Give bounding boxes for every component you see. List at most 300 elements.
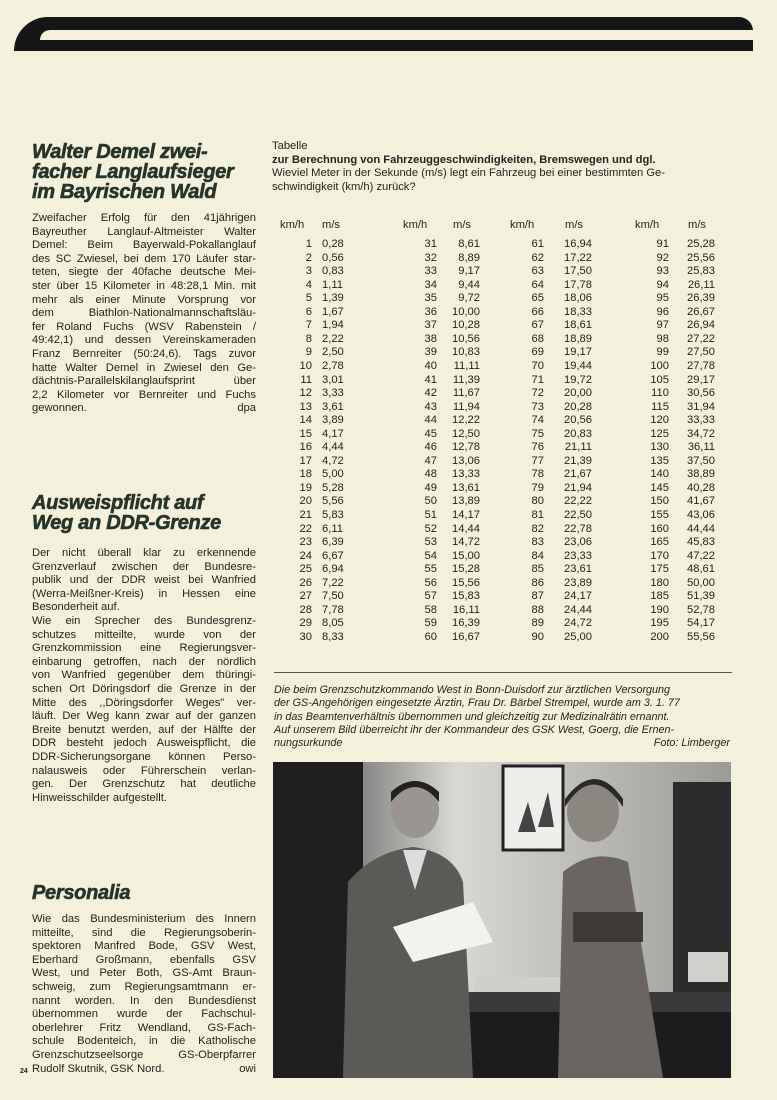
cell-kmh: 71 <box>531 373 544 386</box>
column-header-ms: m/s <box>453 219 472 231</box>
cell-ms: 27,50 <box>687 346 715 359</box>
cell-kmh: 76 <box>531 441 544 454</box>
cell-kmh: 44 <box>424 414 437 427</box>
cell-ms: 19,44 <box>564 359 592 372</box>
cell-ms: 18,06 <box>564 292 592 305</box>
cell-kmh: 96 <box>656 305 669 318</box>
body-line: Zweifacher Erfolg für den 41jährigen <box>32 212 256 224</box>
body-line: Mitte des ,,Döringsdorfer Weges" ver- <box>32 696 256 709</box>
cell-ms: 10,00 <box>452 305 480 318</box>
cell-kmh: 84 <box>531 549 544 562</box>
cell-kmh: 55 <box>424 563 437 576</box>
body-line: publik und der DDR weist bei Wanfried <box>32 574 256 587</box>
cell-ms: 6,67 <box>322 549 344 562</box>
cell-kmh: 66 <box>531 305 544 318</box>
cell-kmh: 135 <box>650 454 669 467</box>
cell-kmh: 23 <box>299 536 312 549</box>
cell-kmh: 41 <box>424 373 437 386</box>
cell-ms: 54,17 <box>687 617 715 630</box>
headline-line: Walter Demel zwei- <box>32 141 208 163</box>
body-line: Franz Bernreiter (50:24,6). Tags zuvor <box>32 347 256 360</box>
cell-ms: 15,83 <box>452 590 480 603</box>
body-line: Breite benutzt werden, auf der Hälfte der <box>32 723 256 736</box>
cell-ms: 1,94 <box>322 319 344 332</box>
cell-ms: 18,61 <box>564 319 592 332</box>
cell-kmh: 29 <box>299 617 312 630</box>
cell-ms: 47,22 <box>687 549 715 562</box>
cell-ms: 12,50 <box>452 427 480 440</box>
cell-kmh: 20 <box>299 495 312 508</box>
cell-kmh: 57 <box>424 590 437 603</box>
cell-kmh: 11 <box>300 373 312 386</box>
cell-kmh: 97 <box>656 319 669 332</box>
cell-ms: 15,56 <box>452 576 480 589</box>
body-line: Grenzschutzseelsorge GS-Oberpfarrer <box>32 1048 256 1061</box>
body-line: nalausweis oder Führerschein verlan- <box>32 764 256 777</box>
cell-kmh: 82 <box>531 522 544 535</box>
cell-ms: 3,61 <box>322 400 344 413</box>
cell-kmh: 40 <box>424 359 437 372</box>
cell-kmh: 125 <box>650 427 669 440</box>
article-body <box>32 547 256 805</box>
cell-kmh: 98 <box>656 332 669 345</box>
column-header-kmh: km/h <box>280 219 305 231</box>
cell-ms: 16,94 <box>564 238 592 250</box>
body-line: Grenzkommission eine Regierungsver- <box>32 642 256 655</box>
body-line: Wie das Bundesministerium des Innern <box>32 913 256 925</box>
cell-ms: 1,11 <box>322 278 343 291</box>
cell-kmh: 63 <box>531 265 544 278</box>
article-body <box>32 212 256 416</box>
photo <box>273 762 731 1078</box>
cell-ms: 6,39 <box>322 536 344 549</box>
header-bar-inner <box>40 30 753 40</box>
cell-ms: 38,89 <box>687 468 715 481</box>
cell-ms: 21,11 <box>564 441 592 454</box>
cell-ms: 26,67 <box>687 305 715 318</box>
cell-ms: 11,67 <box>452 387 480 400</box>
cell-kmh: 19 <box>299 481 312 494</box>
cell-ms: 43,06 <box>687 509 715 521</box>
cell-kmh: 39 <box>424 346 437 359</box>
headline-ausweispflicht <box>32 493 256 533</box>
cell-kmh: 35 <box>424 292 437 305</box>
cell-ms: 8,05 <box>322 617 344 630</box>
cell-ms: 14,44 <box>452 522 480 535</box>
cell-ms: 9,17 <box>458 265 480 278</box>
body-line <box>32 1063 256 1077</box>
headline-line: im Bayrischen Wald <box>32 181 217 203</box>
cell-kmh: 89 <box>531 617 544 630</box>
body-line: Bayreuther Langlauf-Altmeister Walter <box>32 225 256 238</box>
body-line: dächtnis-Parallelskilanglaufsprint über <box>32 375 256 388</box>
cell-kmh: 48 <box>424 468 437 481</box>
cell-kmh: 47 <box>424 454 437 467</box>
cell-kmh: 155 <box>650 509 669 521</box>
cell-ms: 50,00 <box>687 576 715 589</box>
cell-kmh: 53 <box>424 536 437 549</box>
cell-ms: 26,11 <box>687 278 715 291</box>
cell-ms: 0,56 <box>322 251 344 264</box>
cell-ms: 23,06 <box>564 536 592 549</box>
cell-ms: 8,33 <box>322 630 344 643</box>
cell-kmh: 3 <box>305 265 312 278</box>
cell-ms: 10,56 <box>452 332 480 345</box>
cell-kmh: 43 <box>424 400 437 413</box>
cell-kmh: 67 <box>531 319 544 332</box>
cell-kmh: 81 <box>531 509 544 521</box>
column-header-ms: m/s <box>322 219 341 231</box>
body-line: West, und Peter Both, GS-Amt Braun- <box>32 967 256 980</box>
cell-kmh: 30 <box>299 630 312 643</box>
cell-kmh: 54 <box>424 549 437 562</box>
cell-kmh: 190 <box>650 603 669 616</box>
cell-ms: 23,33 <box>564 549 592 562</box>
body-line: oberlehrer Fritz Wendland, GS-Fach- <box>32 1021 256 1034</box>
caption-line: Die beim Grenzschutzkommando West in Bonn-Duisdorf zur ärztlichen Versorgung <box>274 684 671 696</box>
body-line: schweig, zum Regierungsamtmann er- <box>32 980 256 993</box>
cell-kmh: 42 <box>424 387 437 400</box>
cell-ms: 14,17 <box>452 509 480 521</box>
cell-ms: 0,83 <box>322 265 344 278</box>
photo-caption <box>274 684 730 750</box>
cell-kmh: 17 <box>299 454 312 467</box>
cell-kmh: 22 <box>299 522 312 535</box>
cell-ms: 13,33 <box>452 468 480 481</box>
cell-kmh: 105 <box>650 373 669 386</box>
body-line: übernommen wurde der Fachschul- <box>32 1008 256 1021</box>
cell-kmh: 92 <box>656 251 669 264</box>
cell-ms: 45,83 <box>687 536 715 549</box>
cell-kmh: 140 <box>650 468 669 481</box>
cell-ms: 25,28 <box>687 238 715 250</box>
body-line: dem Biathlon-Nationalmannschaftsläu- <box>32 307 256 320</box>
cell-ms: 9,44 <box>458 278 480 291</box>
cell-ms: 27,78 <box>687 359 715 372</box>
cell-ms: 5,28 <box>322 481 344 494</box>
photo-illustration <box>273 762 731 1078</box>
body-line: Hinweisschilder aufgestellt. <box>32 791 167 804</box>
cell-ms: 8,61 <box>458 238 480 250</box>
cell-ms: 3,89 <box>322 414 344 427</box>
body-line: fer Roland Fuchs (WSV Rabenstein / <box>32 320 256 333</box>
body-text: Rudolf Skutnik, GSK Nord. <box>32 1062 165 1075</box>
cell-ms: 13,89 <box>452 495 480 508</box>
cell-ms: 2,78 <box>322 359 344 372</box>
column-header-ms: m/s <box>565 219 584 231</box>
cell-kmh: 16 <box>299 441 312 454</box>
cell-ms: 33,33 <box>687 414 715 427</box>
cell-ms: 13,61 <box>452 481 480 494</box>
cell-ms: 15,00 <box>452 549 480 562</box>
cell-kmh: 95 <box>656 292 669 305</box>
body-text: gewonnen. <box>32 402 87 415</box>
table-intro <box>272 140 742 194</box>
cell-kmh: 15 <box>299 427 312 440</box>
cell-ms: 8,89 <box>458 251 480 264</box>
cell-kmh: 52 <box>424 522 437 535</box>
body-line: Besonderheit auf. <box>32 601 120 614</box>
cell-ms: 21,39 <box>564 454 592 467</box>
cell-kmh: 31 <box>424 238 437 250</box>
cell-kmh: 60 <box>424 630 437 643</box>
cell-kmh: 99 <box>656 346 669 359</box>
cell-ms: 21,94 <box>564 481 592 494</box>
cell-ms: 30,56 <box>687 387 715 400</box>
cell-ms: 4,17 <box>322 427 344 440</box>
cell-ms: 16,67 <box>452 630 480 643</box>
article-ausweispflicht <box>32 493 256 805</box>
cell-kmh: 65 <box>531 292 544 305</box>
cell-ms: 15,28 <box>452 563 480 576</box>
cell-kmh: 21 <box>299 509 312 521</box>
cell-ms: 10,28 <box>452 319 480 332</box>
cell-ms: 25,00 <box>564 630 592 643</box>
cell-ms: 51,39 <box>687 590 715 603</box>
cell-kmh: 69 <box>531 346 544 359</box>
body-line: teten, siegte der 40fache deutsche Mei- <box>32 266 256 279</box>
body-line: DDR-Sicherungsorgane können Perso- <box>32 750 256 763</box>
cell-ms: 1,39 <box>322 292 344 305</box>
table-label: Tabelle <box>272 140 308 152</box>
cell-ms: 24,17 <box>564 590 592 603</box>
cell-ms: 16,11 <box>452 603 480 616</box>
cell-kmh: 34 <box>424 278 437 291</box>
cell-ms: 36,11 <box>687 441 715 454</box>
cell-kmh: 51 <box>424 509 437 521</box>
cell-ms: 7,50 <box>322 590 344 603</box>
cell-ms: 27,22 <box>687 332 715 345</box>
headline-demel <box>32 142 256 202</box>
cell-ms: 44,44 <box>687 522 715 535</box>
column-header-kmh: km/h <box>403 219 428 231</box>
article-body <box>32 913 256 1076</box>
cell-kmh: 10 <box>299 359 312 372</box>
body-line: spektoren Manfred Bode, GSV West, <box>32 940 256 953</box>
cell-ms: 4,72 <box>322 454 344 467</box>
cell-ms: 11,94 <box>452 400 480 413</box>
cell-kmh: 50 <box>424 495 437 508</box>
cell-kmh: 75 <box>531 427 544 440</box>
body-text: dpa <box>237 402 256 415</box>
cell-ms: 24,72 <box>564 617 592 630</box>
cell-kmh: 5 <box>305 292 312 305</box>
cell-ms: 17,50 <box>564 265 592 278</box>
cell-ms: 20,56 <box>564 414 592 427</box>
cell-kmh: 64 <box>531 278 544 291</box>
cell-ms: 25,83 <box>687 265 715 278</box>
cell-ms: 12,22 <box>452 414 480 427</box>
cell-ms: 22,50 <box>564 509 592 521</box>
cell-ms: 55,56 <box>687 630 715 643</box>
cell-kmh: 46 <box>424 441 437 454</box>
body-line: einbarung getroffen, nach der nördlich <box>32 655 256 668</box>
cell-kmh: 195 <box>650 617 669 630</box>
cell-ms: 19,17 <box>564 346 592 359</box>
body-line: Eberhard Großmann, ebenfalls GSV <box>32 953 256 966</box>
cell-ms: 2,50 <box>322 346 344 359</box>
cell-kmh: 180 <box>650 576 669 589</box>
body-line <box>32 402 256 416</box>
body-line: mitteilte, sind die Regierungsoberin- <box>32 926 256 939</box>
cell-kmh: 91 <box>656 238 669 250</box>
cell-kmh: 100 <box>650 359 669 372</box>
cell-kmh: 4 <box>305 278 312 291</box>
cell-kmh: 170 <box>650 549 669 562</box>
cell-kmh: 28 <box>299 603 312 616</box>
cell-kmh: 150 <box>650 495 669 508</box>
cell-kmh: 85 <box>531 563 544 576</box>
cell-ms: 18,33 <box>564 305 592 318</box>
cell-kmh: 175 <box>650 563 669 576</box>
table-title <box>272 154 742 168</box>
cell-ms: 5,00 <box>322 468 344 481</box>
cell-ms: 20,83 <box>564 427 592 440</box>
cell-ms: 40,28 <box>687 481 715 494</box>
headline-personalia <box>32 883 256 903</box>
cell-kmh: 58 <box>424 603 437 616</box>
cell-ms: 3,01 <box>322 373 344 386</box>
cell-kmh: 120 <box>650 414 669 427</box>
cell-ms: 7,22 <box>322 576 344 589</box>
cell-ms: 2,22 <box>322 332 344 345</box>
cell-kmh: 38 <box>424 332 437 345</box>
photo-credit: Foto: Limberger <box>653 737 730 750</box>
cell-kmh: 83 <box>531 536 544 549</box>
headline-line: Weg an DDR-Grenze <box>32 512 222 534</box>
caption-line: Auf unserem Bild überreicht ihr der Kommandeur des GSK West, Goerg, die Ernen- <box>274 723 675 736</box>
body-line: Demel: Beim Bayerwald-Pokallanglauf <box>32 239 256 252</box>
cell-ms: 20,00 <box>564 387 592 400</box>
cell-kmh: 61 <box>531 238 544 250</box>
cell-kmh: 1 <box>305 238 312 250</box>
cell-kmh: 62 <box>531 251 544 264</box>
cell-ms: 12,78 <box>452 441 480 454</box>
cell-kmh: 185 <box>650 590 669 603</box>
cell-ms: 23,89 <box>564 576 592 589</box>
cell-kmh: 110 <box>651 387 669 400</box>
cell-kmh: 73 <box>531 400 544 413</box>
headline-line: facher Langlaufsieger <box>32 161 234 183</box>
cell-ms: 5,56 <box>322 495 344 508</box>
caption-line-end: nungsurkunde <box>274 737 343 750</box>
body-line: schule Bodenteich, in die Katholische <box>32 1035 256 1048</box>
article-personalia <box>32 883 256 1076</box>
body-line: hatte Walter Demel in Zwiesel den Ge- <box>32 361 256 374</box>
cell-ms: 34,72 <box>687 427 715 440</box>
headline-line: Personalia <box>32 882 131 904</box>
caption-line: in das Beamtenverhältnis übernommen und gleichzeitig zur Medizinalrätin ernannt. <box>274 710 670 723</box>
cell-kmh: 165 <box>650 536 669 549</box>
cell-ms: 13,06 <box>452 454 480 467</box>
body-line: DDR besteht jedoch Ausweispflicht, die <box>32 737 256 750</box>
cell-kmh: 77 <box>531 454 544 467</box>
body-line: Der nicht überall klar zu erkennende <box>32 547 256 559</box>
cell-kmh: 37 <box>424 319 437 332</box>
cell-ms: 52,78 <box>687 603 715 616</box>
cell-kmh: 86 <box>531 576 544 589</box>
cell-kmh: 72 <box>531 387 544 400</box>
cell-kmh: 79 <box>531 481 544 494</box>
cell-kmh: 56 <box>424 576 437 589</box>
article-demel <box>32 142 256 416</box>
cell-kmh: 27 <box>299 590 312 603</box>
cell-ms: 17,78 <box>564 278 592 291</box>
cell-kmh: 32 <box>424 251 437 264</box>
cell-kmh: 70 <box>531 359 544 372</box>
caption-line <box>274 737 730 750</box>
speed-conversion-table <box>272 219 732 659</box>
cell-ms: 23,61 <box>564 563 592 576</box>
cell-kmh: 25 <box>299 563 312 576</box>
cell-kmh: 18 <box>299 468 312 481</box>
body-line: 49:42,1) und dessen Vereinskameraden <box>32 334 256 347</box>
cell-kmh: 90 <box>531 630 544 643</box>
body-line: (Werra-Meißner-Kreis) in Hessen eine <box>32 587 256 600</box>
cell-ms: 6,94 <box>322 563 344 576</box>
cell-kmh: 7 <box>305 319 312 332</box>
cell-ms: 26,94 <box>687 319 715 332</box>
cell-ms: 14,72 <box>452 536 480 549</box>
body-line: schen Ort Döringsdorf die Grenze in der <box>32 682 256 695</box>
cell-kmh: 14 <box>299 414 312 427</box>
cell-kmh: 68 <box>531 332 544 345</box>
cell-ms: 7,78 <box>322 603 344 616</box>
cell-kmh: 87 <box>531 590 544 603</box>
cell-kmh: 49 <box>424 481 437 494</box>
cell-kmh: 12 <box>299 387 312 400</box>
cell-ms: 24,44 <box>564 603 592 616</box>
cell-ms: 20,28 <box>564 400 592 413</box>
table-question: schwindigkeit (km/h) zurück? <box>272 180 416 193</box>
cell-ms: 17,22 <box>564 251 592 264</box>
cell-ms: 22,22 <box>564 495 592 508</box>
cell-ms: 1,67 <box>322 305 344 318</box>
cell-kmh: 8 <box>305 332 312 345</box>
page-number: 24 <box>20 1068 28 1075</box>
cell-kmh: 160 <box>650 522 669 535</box>
cell-kmh: 80 <box>531 495 544 508</box>
body-line: des SC Zwiesel, bei dem 170 Läufer star- <box>32 252 256 265</box>
divider <box>274 672 732 673</box>
cell-ms: 5,83 <box>322 509 344 521</box>
cell-ms: 41,67 <box>687 495 715 508</box>
cell-ms: 0,28 <box>322 238 344 250</box>
cell-ms: 3,33 <box>322 387 344 400</box>
cell-ms: 6,11 <box>322 522 343 535</box>
body-line: nannt worden. In den Bundesdienst <box>32 994 256 1007</box>
cell-kmh: 115 <box>651 400 669 413</box>
cell-kmh: 93 <box>656 265 669 278</box>
cell-ms: 19,72 <box>564 373 592 386</box>
table-title-text: zur Berechnung von Fahrzeuggeschwindigkeiten, Bremswegen und dgl. <box>272 153 656 166</box>
cell-kmh: 145 <box>650 481 669 494</box>
body-line: mehr als einer Minute Vorsprung vor <box>32 293 256 306</box>
cell-kmh: 24 <box>299 549 312 562</box>
cell-ms: 18,89 <box>564 332 592 345</box>
cell-kmh: 59 <box>424 617 437 630</box>
body-line: Wie ein Sprecher des Bundesgrenz- <box>32 614 256 627</box>
body-line: läuft. Der Weg kann zwar auf der ganzen <box>32 710 256 723</box>
body-line: 2,2 Kilometer vor Bernreiter und Fuchs <box>32 388 256 401</box>
body-line: Grenzverlauf zwischen der Bundesre- <box>32 560 256 573</box>
cell-kmh: 200 <box>650 630 669 643</box>
cell-kmh: 26 <box>299 576 312 589</box>
cell-ms: 4,44 <box>322 441 344 454</box>
cell-ms: 11,39 <box>452 373 480 386</box>
cell-kmh: 33 <box>424 265 437 278</box>
body-line: schutzes mitteilte, wurde von der <box>32 628 256 641</box>
